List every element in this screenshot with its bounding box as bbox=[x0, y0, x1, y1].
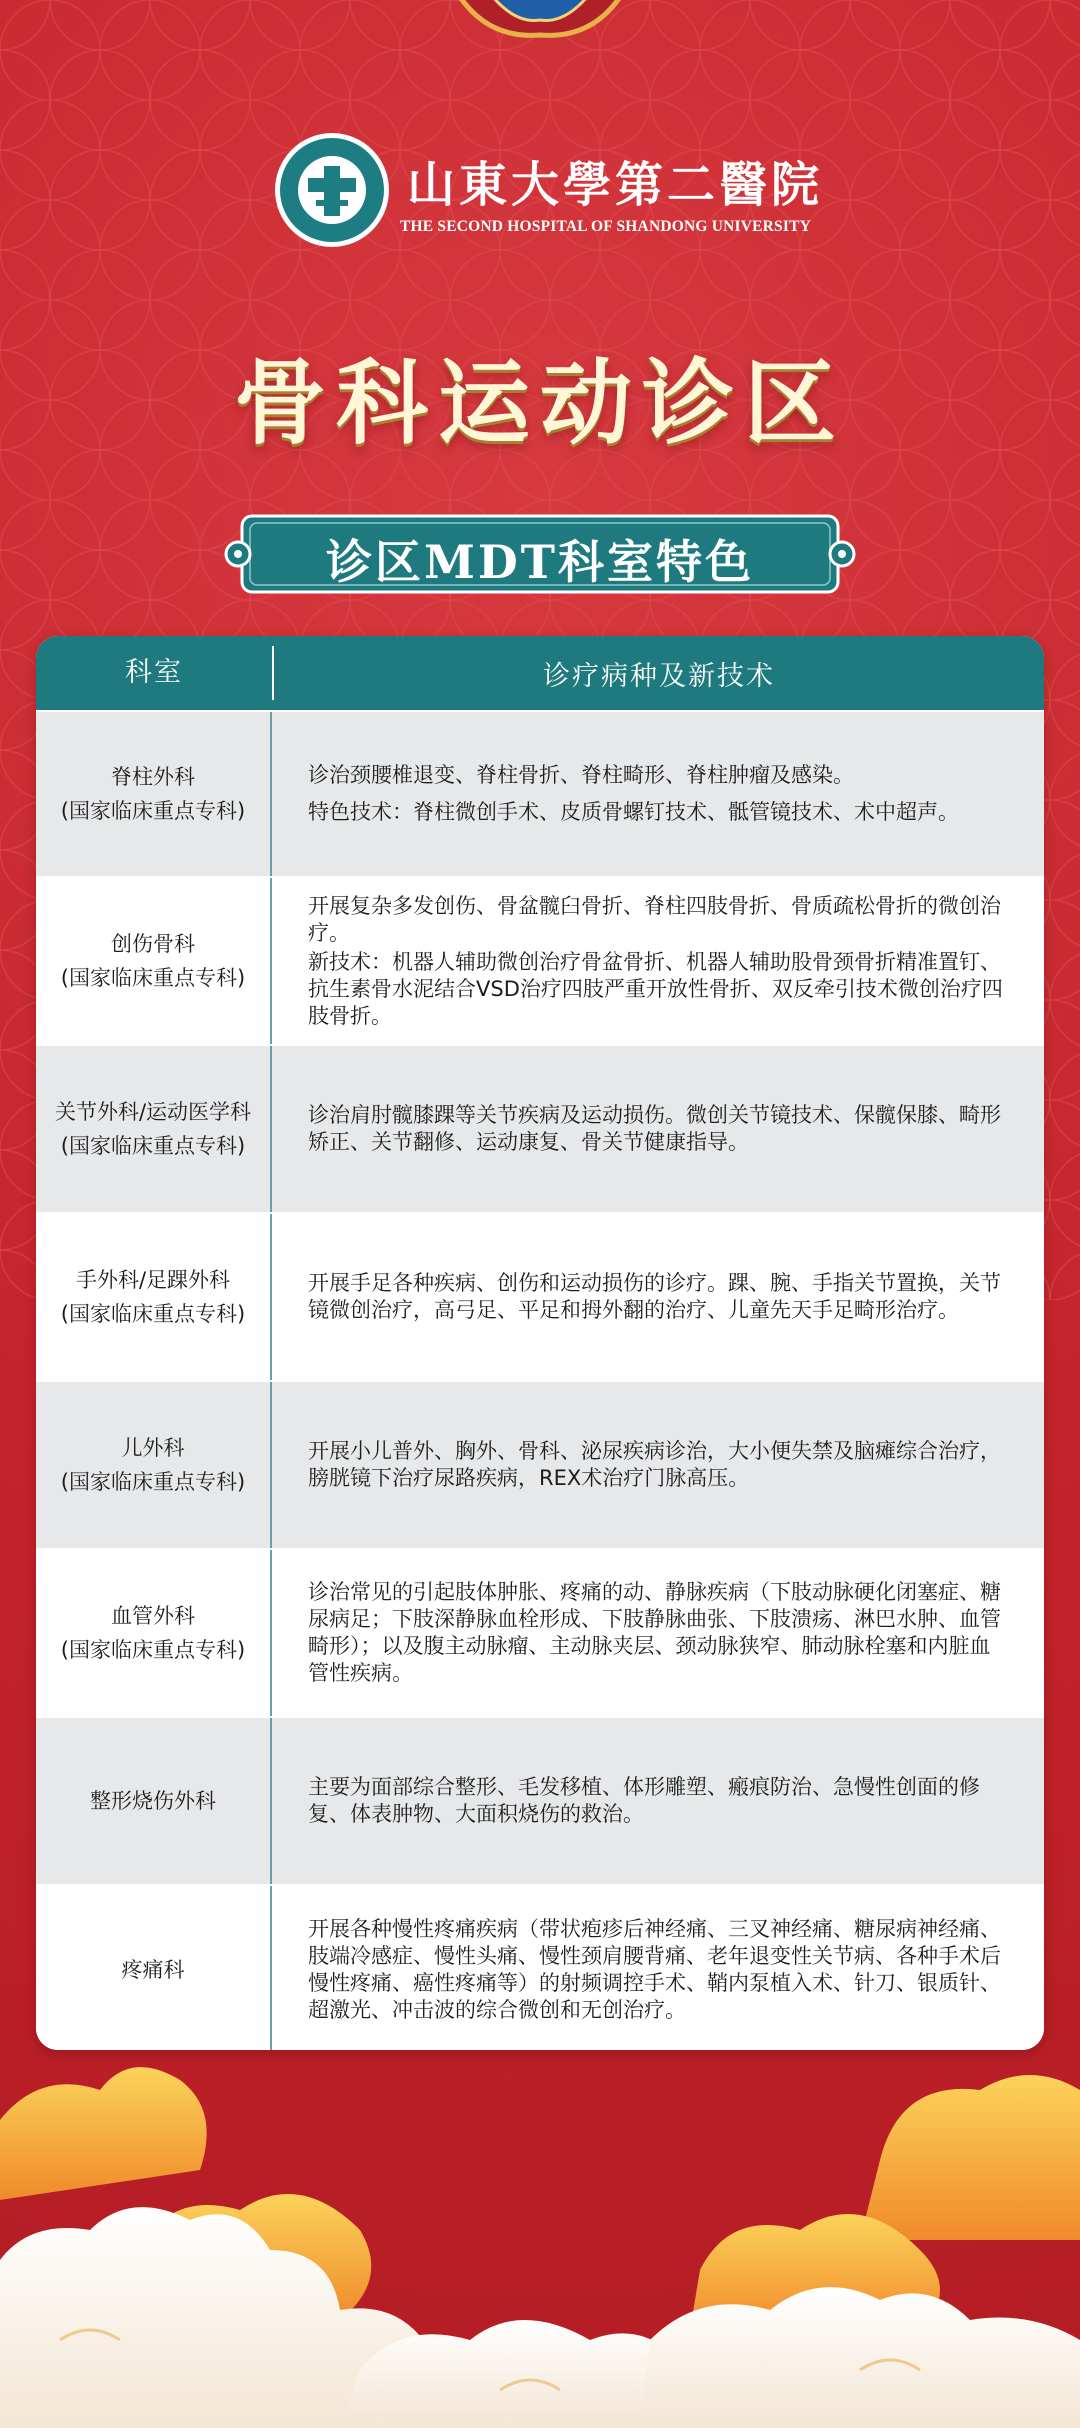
desc-cell bbox=[272, 878, 1044, 1044]
desc-text: 诊治常见的引起肢体肿胀、疼痛的动、静脉疾病（下肢动脉硬化闭塞症、糖尿病足；下肢深静脉血栓形成、下肢静脉曲张、下肢溃疡、淋巴水肿、血管畸形）；以及腹主动脉瘤、主动脉夹层、颈动脉狭窄、肺动脉栓塞和内脏血管性疾病。 bbox=[308, 1580, 1001, 1685]
dept-subtitle: (国家临床重点专科) bbox=[60, 799, 246, 823]
dept-cell bbox=[36, 1886, 272, 2050]
header-desc: 诊疗病种及新技术 bbox=[543, 660, 775, 692]
desc-text: 诊治颈腰椎退变、脊柱骨折、脊柱畸形、脊柱肿瘤及感染。 bbox=[308, 763, 854, 787]
desc-text: 主要为面部综合整形、毛发移植、体形雕塑、瘢痕防治、急慢性创面的修复、体表肿物、大面积烧伤的救治。 bbox=[308, 1775, 980, 1826]
table-row bbox=[36, 1044, 1044, 1212]
table-header-row bbox=[36, 636, 1044, 710]
dept-cell bbox=[36, 1382, 272, 1548]
table-row bbox=[36, 1380, 1044, 1548]
page-title: 骨科运动诊区 bbox=[233, 349, 846, 457]
desc-cell bbox=[272, 1886, 1044, 2050]
desc-cell bbox=[272, 1046, 1044, 1212]
desc-text: 诊治肩肘髋膝踝等关节疾病及运动损伤。微创关节镜技术、保髋保膝、畸形矫正、关节翻修、运动康复、骨关节健康指导。 bbox=[308, 1103, 1001, 1154]
hospital-name-en: THE SECOND HOSPITAL OF SHANDONG UNIVERSITY bbox=[400, 218, 812, 235]
dept-cell bbox=[36, 1550, 272, 1716]
dept-name: 脊柱外科 bbox=[111, 765, 195, 789]
dept-name: 创伤骨科 bbox=[111, 932, 195, 956]
dept-subtitle: (国家临床重点专科) bbox=[60, 1134, 246, 1158]
bottom-clouds-decoration bbox=[0, 2040, 1080, 2428]
table-row bbox=[36, 1884, 1044, 2050]
dept-cell bbox=[36, 1718, 272, 1884]
dept-cell bbox=[36, 878, 272, 1044]
desc-text: 开展小儿普外、胸外、骨科、泌尿疾病诊治，大小便失禁及脑瘫综合治疗，膀胱镜下治疗尿路疾病，REX术治疗门脉高压。 bbox=[308, 1439, 1001, 1490]
hospital-seal-icon bbox=[272, 130, 392, 250]
desc-cell bbox=[272, 1550, 1044, 1716]
dept-subtitle: (国家临床重点专科) bbox=[60, 1302, 246, 1326]
subtitle-banner bbox=[222, 512, 858, 596]
desc-text: 开展各种慢性疼痛疾病（带状疱疹后神经痛、三叉神经痛、糖尿病神经痛、肢端冷感症、慢性头痛、慢性颈肩腰背痛、老年退变性关节病、各种手术后慢性疼痛、癌性疼痛等）的射频调控手术、鞘内泵植入术、针刀、银质针、超激光、冲击波的综合微创和无创治疗。 bbox=[308, 1917, 1001, 2022]
dept-subtitle: (国家临床重点专科) bbox=[60, 1638, 246, 1662]
dept-subtitle: (国家临床重点专科) bbox=[60, 966, 246, 990]
table-row bbox=[36, 710, 1044, 876]
desc-text: 新技术：机器人辅助微创治疗骨盆骨折、机器人辅助股骨颈骨折精准置钉、抗生素骨水泥结合VSD治疗四肢严重开放性骨折、双反牵引技术微创治疗四肢骨折。 bbox=[308, 949, 1003, 1028]
desc-text: 开展复杂多发创伤、骨盆髋臼骨折、脊柱四肢骨折、骨质疏松骨折的微创治疗。 bbox=[308, 893, 1001, 945]
table-row bbox=[36, 1212, 1044, 1380]
table-row bbox=[36, 1548, 1044, 1716]
dept-name: 疼痛科 bbox=[121, 1958, 185, 1982]
header-dept: 科室 bbox=[36, 646, 274, 700]
dept-name: 整形烧伤外科 bbox=[90, 1789, 216, 1813]
dept-name: 血管外科 bbox=[111, 1604, 195, 1628]
hospital-logo bbox=[262, 120, 822, 250]
dept-subtitle: (国家临床重点专科) bbox=[60, 1470, 246, 1494]
desc-cell bbox=[272, 1718, 1044, 1884]
desc-cell bbox=[272, 1382, 1044, 1548]
dept-name: 手外科/足踝外科 bbox=[75, 1268, 231, 1292]
table-row bbox=[36, 876, 1044, 1044]
table-row bbox=[36, 1716, 1044, 1884]
dept-cell bbox=[36, 712, 272, 876]
dept-cell bbox=[36, 1046, 272, 1212]
desc-text: 特色技术：脊柱微创手术、皮质骨螺钉技术、骶管镜技术、术中超声。 bbox=[308, 800, 959, 824]
banner-label: 诊区MDT科室特色 bbox=[325, 535, 755, 589]
mdt-department-table bbox=[36, 636, 1044, 2050]
desc-cell bbox=[272, 712, 1044, 876]
desc-text: 开展手足各种疾病、创伤和运动损伤的诊疗。踝、腕、手指关节置换，关节镜微创治疗，高弓足、平足和拇外翻的治疗、儿童先天手足畸形治疗。 bbox=[308, 1271, 1001, 1322]
dept-name: 儿外科 bbox=[121, 1436, 185, 1460]
desc-cell bbox=[272, 1214, 1044, 1380]
hospital-name-cn: 山東大學第二醫院 bbox=[407, 157, 824, 213]
dept-name: 关节外科/运动医学科 bbox=[54, 1100, 252, 1124]
dept-cell bbox=[36, 1214, 272, 1380]
top-cloud-ornament bbox=[440, 0, 640, 40]
